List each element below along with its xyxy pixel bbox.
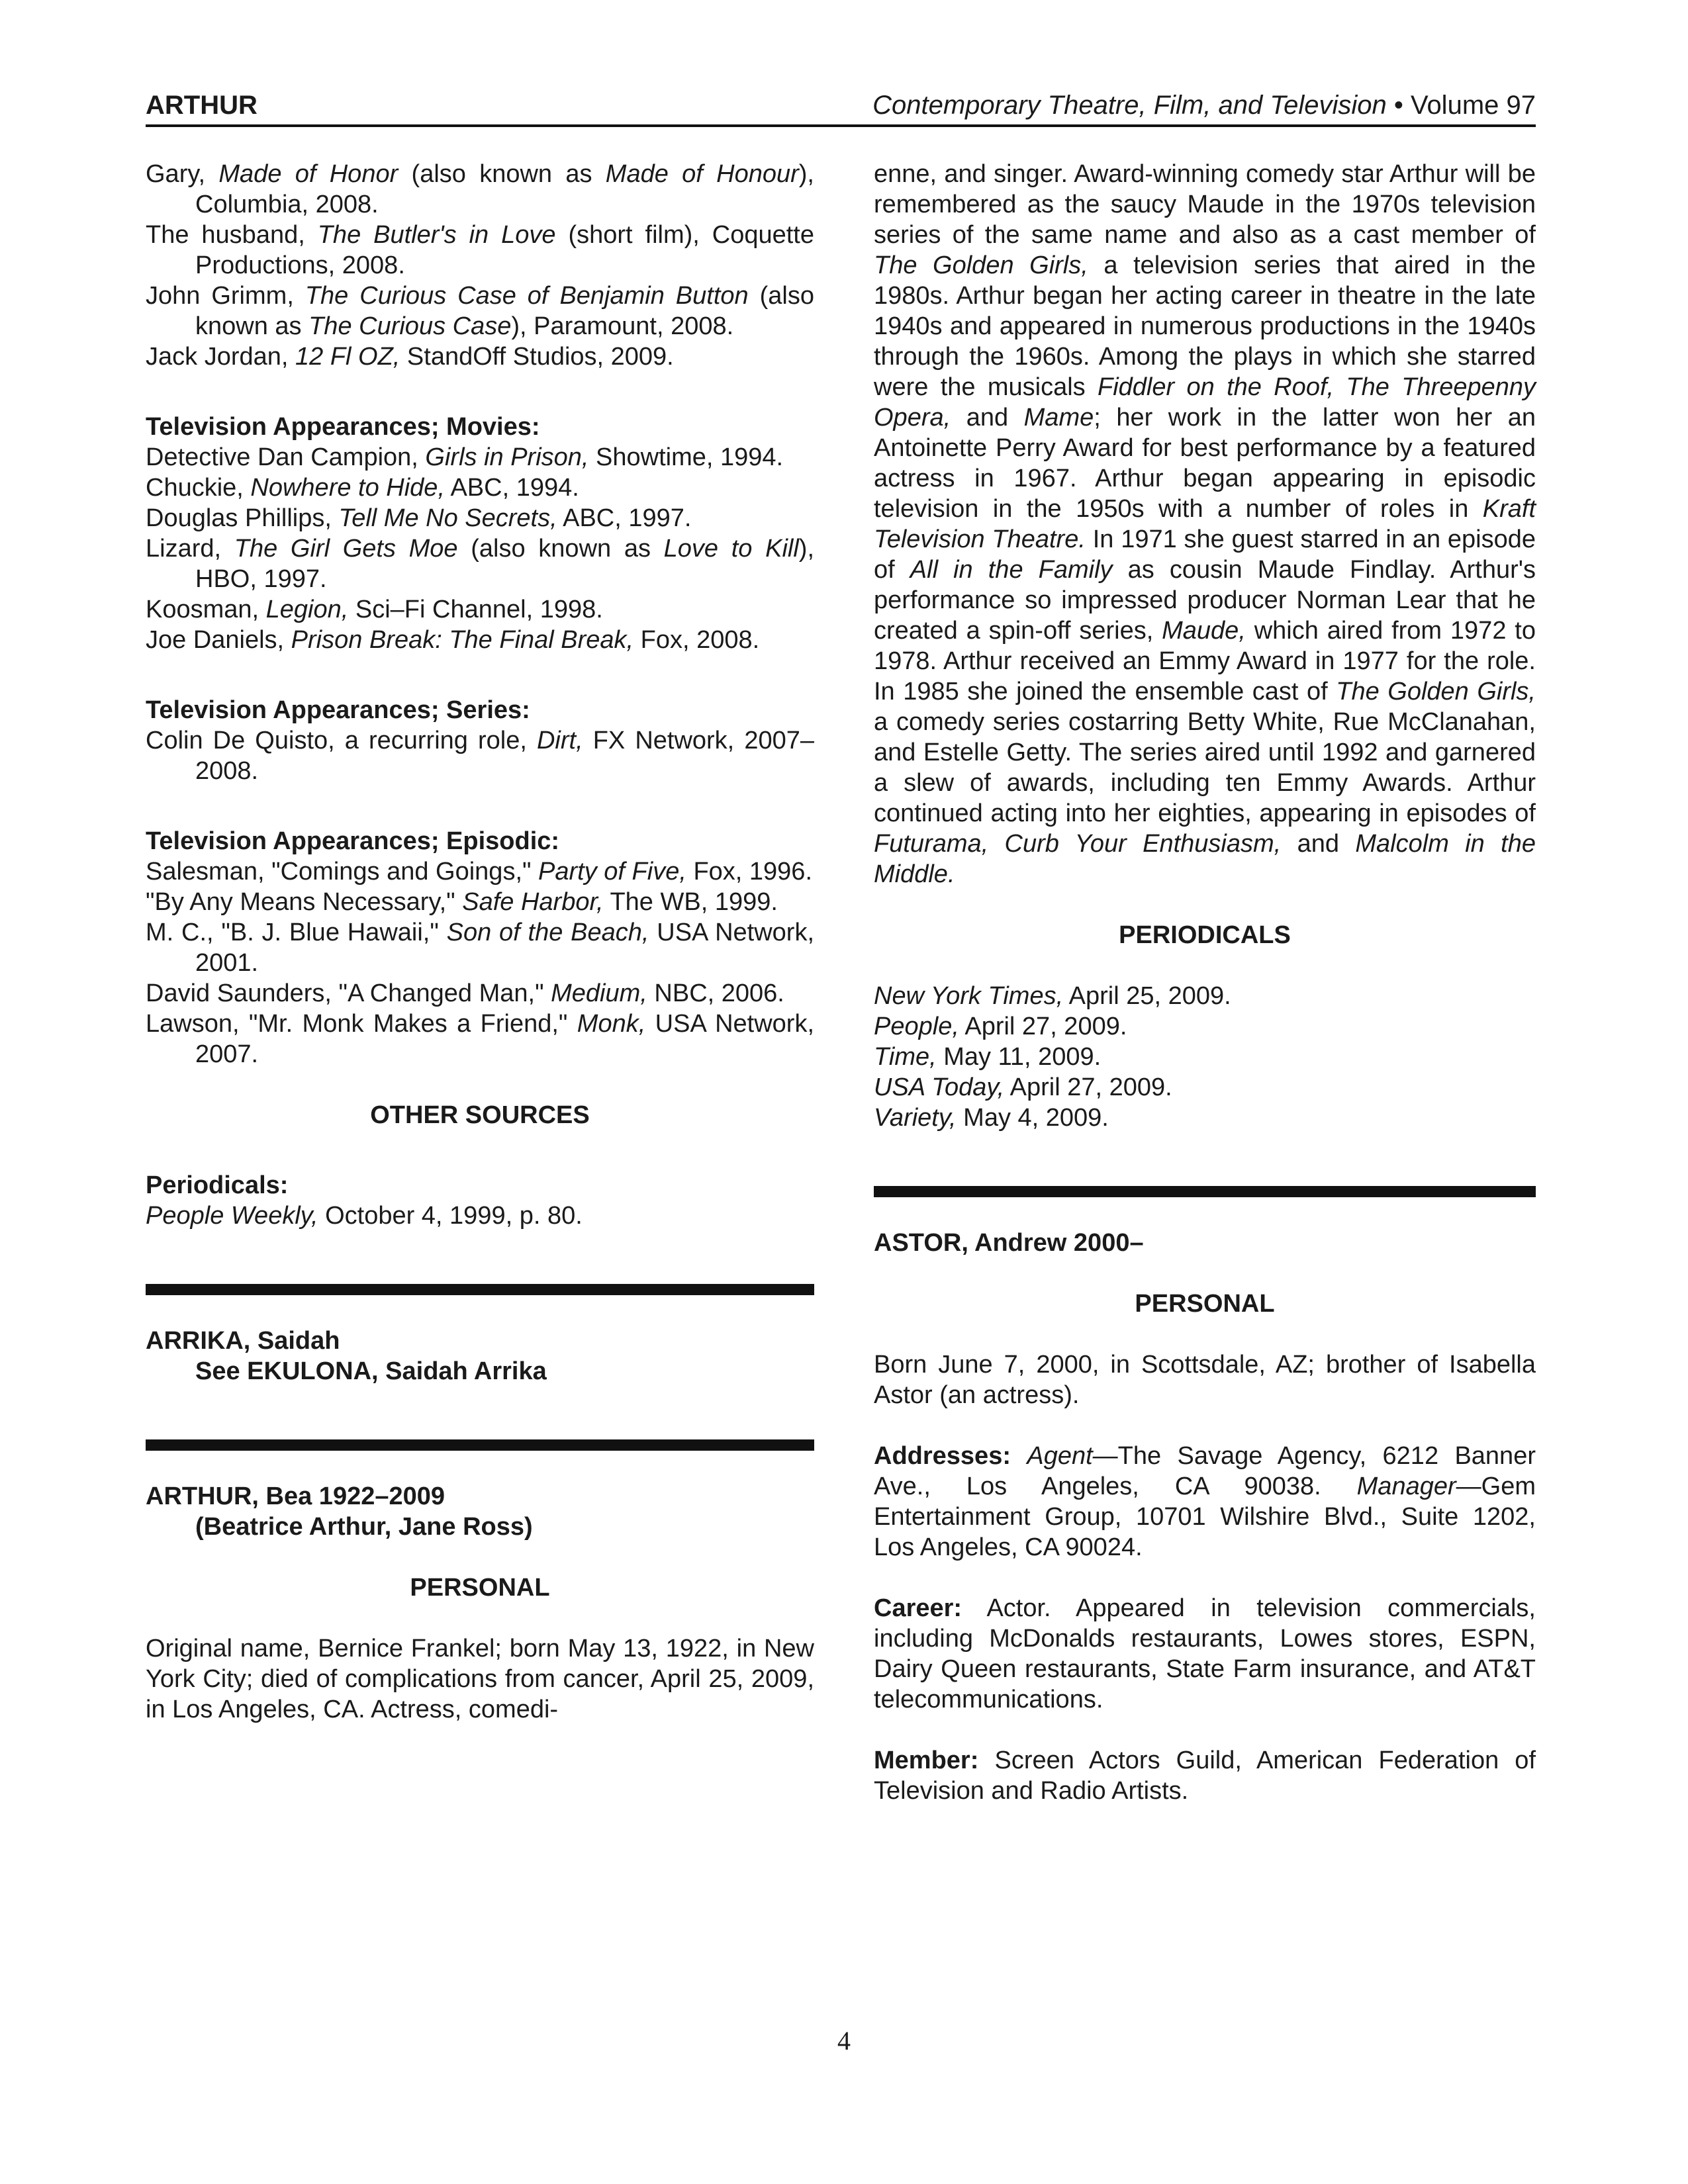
member-section: Member: Screen Actors Guild, American Federation of Television and Radio Artists. [874, 1747, 1536, 1805]
personal-heading: PERSONAL [1135, 1290, 1275, 1318]
credit-entry: Colin De Quisto, a recurring role, Dirt, FX Network, 2007–2008. [146, 727, 814, 785]
other-sources-heading: OTHER SOURCES [370, 1101, 590, 1129]
credit-entry: Lizard, The Girl Gets Moe (also known as Love to Kill), HBO, 1997. [146, 535, 815, 593]
addresses-section: Addresses: Agent—The Savage Agency, 6212 Banner Ave., Los Angeles, CA 90038. Manager—Gem Entertainment Group, 10701 Wilshire Blvd., Suite 1202, Los Angeles, CA 90024. [874, 1442, 1536, 1561]
tv-movies-credits [146, 442, 814, 655]
arthur-alt-names: (Beatrice Arthur, Jane Ross) [195, 1513, 533, 1541]
periodical-citation: People Weekly, October 4, 1999, p. 80. [146, 1202, 583, 1230]
publication-title: Contemporary Theatre, Film, and Television • Volume 97 [872, 91, 1536, 120]
credit-entry: M. C., "B. J. Blue Hawaii," Son of the Beach, USA Network, 2001. [146, 919, 814, 977]
periodical-citation: USA Today, April 27, 2009. [874, 1073, 1172, 1101]
credit-entry: Chuckie, Nowhere to Hide, ABC, 1994. [146, 474, 579, 502]
credit-entry: "By Any Means Necessary," Safe Harbor, The WB, 1999. [146, 888, 778, 916]
personal-heading: PERSONAL [410, 1574, 550, 1602]
credit-entry: David Saunders, "A Changed Man," Medium, NBC, 2006. [146, 979, 784, 1007]
entry-divider [874, 1186, 1536, 1197]
credit-entry: Douglas Phillips, Tell Me No Secrets, ABC, 1997. [146, 504, 692, 532]
periodicals-heading: PERIODICALS [1119, 921, 1291, 949]
tv-movies-heading: Television Appearances; Movies: [146, 413, 540, 441]
periodical-citation: People, April 27, 2009. [874, 1013, 1127, 1040]
credit-entry: Jack Jordan, 12 Fl OZ, StandOff Studios, 2009. [146, 343, 674, 371]
credit-entry: Detective Dan Campion, Girls in Prison, Showtime, 1994. [146, 443, 784, 471]
credit-entry: The husband, The Butler's in Love (short film), Coquette Productions, 2008. [146, 221, 814, 279]
left-column [146, 159, 814, 1725]
entry-divider [146, 1284, 814, 1295]
tv-series-heading: Television Appearances; Series: [146, 696, 530, 724]
film-credits [146, 159, 814, 372]
periodicals-heading: Periodicals: [146, 1171, 289, 1199]
right-column [874, 159, 1536, 1806]
credit-entry: John Grimm, The Curious Case of Benjamin Button (also known as The Curious Case), Paramount, 2008. [146, 282, 814, 340]
periodicals-list [874, 981, 1536, 1133]
tv-series-credits [146, 725, 814, 786]
credit-entry: Lawson, "Mr. Monk Makes a Friend," Monk, USA Network, 2007. [146, 1010, 814, 1068]
periodical-citation: New York Times, April 25, 2009. [874, 982, 1231, 1010]
periodical-citation: Time, May 11, 2009. [874, 1043, 1102, 1071]
volume-label: • Volume 97 [1386, 91, 1536, 120]
periodical-citation: Variety, May 4, 2009. [874, 1104, 1109, 1132]
astor-entry-heading: ASTOR, Andrew 2000– [874, 1229, 1144, 1257]
arrika-entry-heading: ARRIKA, Saidah [146, 1327, 340, 1355]
page-number: 4 [837, 2026, 851, 2056]
see-reference: See EKULONA, Saidah Arrika [195, 1357, 547, 1385]
credit-entry: Koosman, Legion, Sci–Fi Channel, 1998. [146, 596, 603, 623]
career-section: Career: Actor. Appeared in television commercials, including McDonalds restaurants, Lowes stores, ESPN, Dairy Queen restaurants, State Farm insurance, and AT&T telecommunications. [874, 1594, 1536, 1713]
arthur-entry-heading: ARTHUR, Bea 1922–2009 [146, 1482, 445, 1510]
tv-episodic-heading: Television Appearances; Episodic: [146, 827, 560, 855]
tv-episodic-credits [146, 856, 814, 1069]
credit-entry: Gary, Made of Honor (also known as Made of Honour), Columbia, 2008. [146, 160, 814, 218]
arthur-personal-text: Original name, Bernice Frankel; born May 13, 1922, in New York City; died of complications from cancer, April 25, 2009, in Los Angeles, CA. Actress, comedi- [146, 1635, 814, 1723]
entry-divider [146, 1439, 814, 1451]
credit-entry: Joe Daniels, Prison Break: The Final Break, Fox, 2008. [146, 626, 760, 654]
running-header [146, 86, 1536, 127]
arthur-biography: enne, and singer. Award-winning comedy star Arthur will be remembered as the saucy Maude in the 1970s television series of the same name and also as a cast member of The Golden Girls, a television series that aired in the 1980s. Arthur began her acting career in theatre in the late 1940s and appeared in numerous productions in the 1940s through the 1960s. Among the plays in which she starred were the musicals Fiddler on the Roof, The Threepenny Opera, and Mame; her work in the latter won her an Antoinette Perry Award for best performance by a featured actress in 1967. Arthur began appearing in episodic television in the 1950s with a number of roles in Kraft Television Theatre. In 1971 she guest starred in an episode of All in the Family as cousin Maude Findlay. Arthur's performance so impressed producer Norman Lear that he created a spin-off series, Maude, which aired from 1972 to 1978. Arthur received an Emmy Award in 1977 for the role. In 1985 she joined the ensemble cast of The Golden Girls, a comedy series costarring Betty White, Rue McClanahan, and Estelle Getty. The series aired until 1992 and garnered a slew of awards, including ten Emmy Awards. Arthur continued acting into her eighties, appearing in episodes of Futurama, Curb Your Enthusiasm, and Malcolm in the Middle. [874, 160, 1536, 888]
running-head: ARTHUR [146, 91, 258, 120]
credit-entry: Salesman, "Comings and Goings," Party of Five, Fox, 1996. [146, 858, 813, 886]
astor-personal-text: Born June 7, 2000, in Scottsdale, AZ; brother of Isabella Astor (an actress). [874, 1351, 1536, 1409]
